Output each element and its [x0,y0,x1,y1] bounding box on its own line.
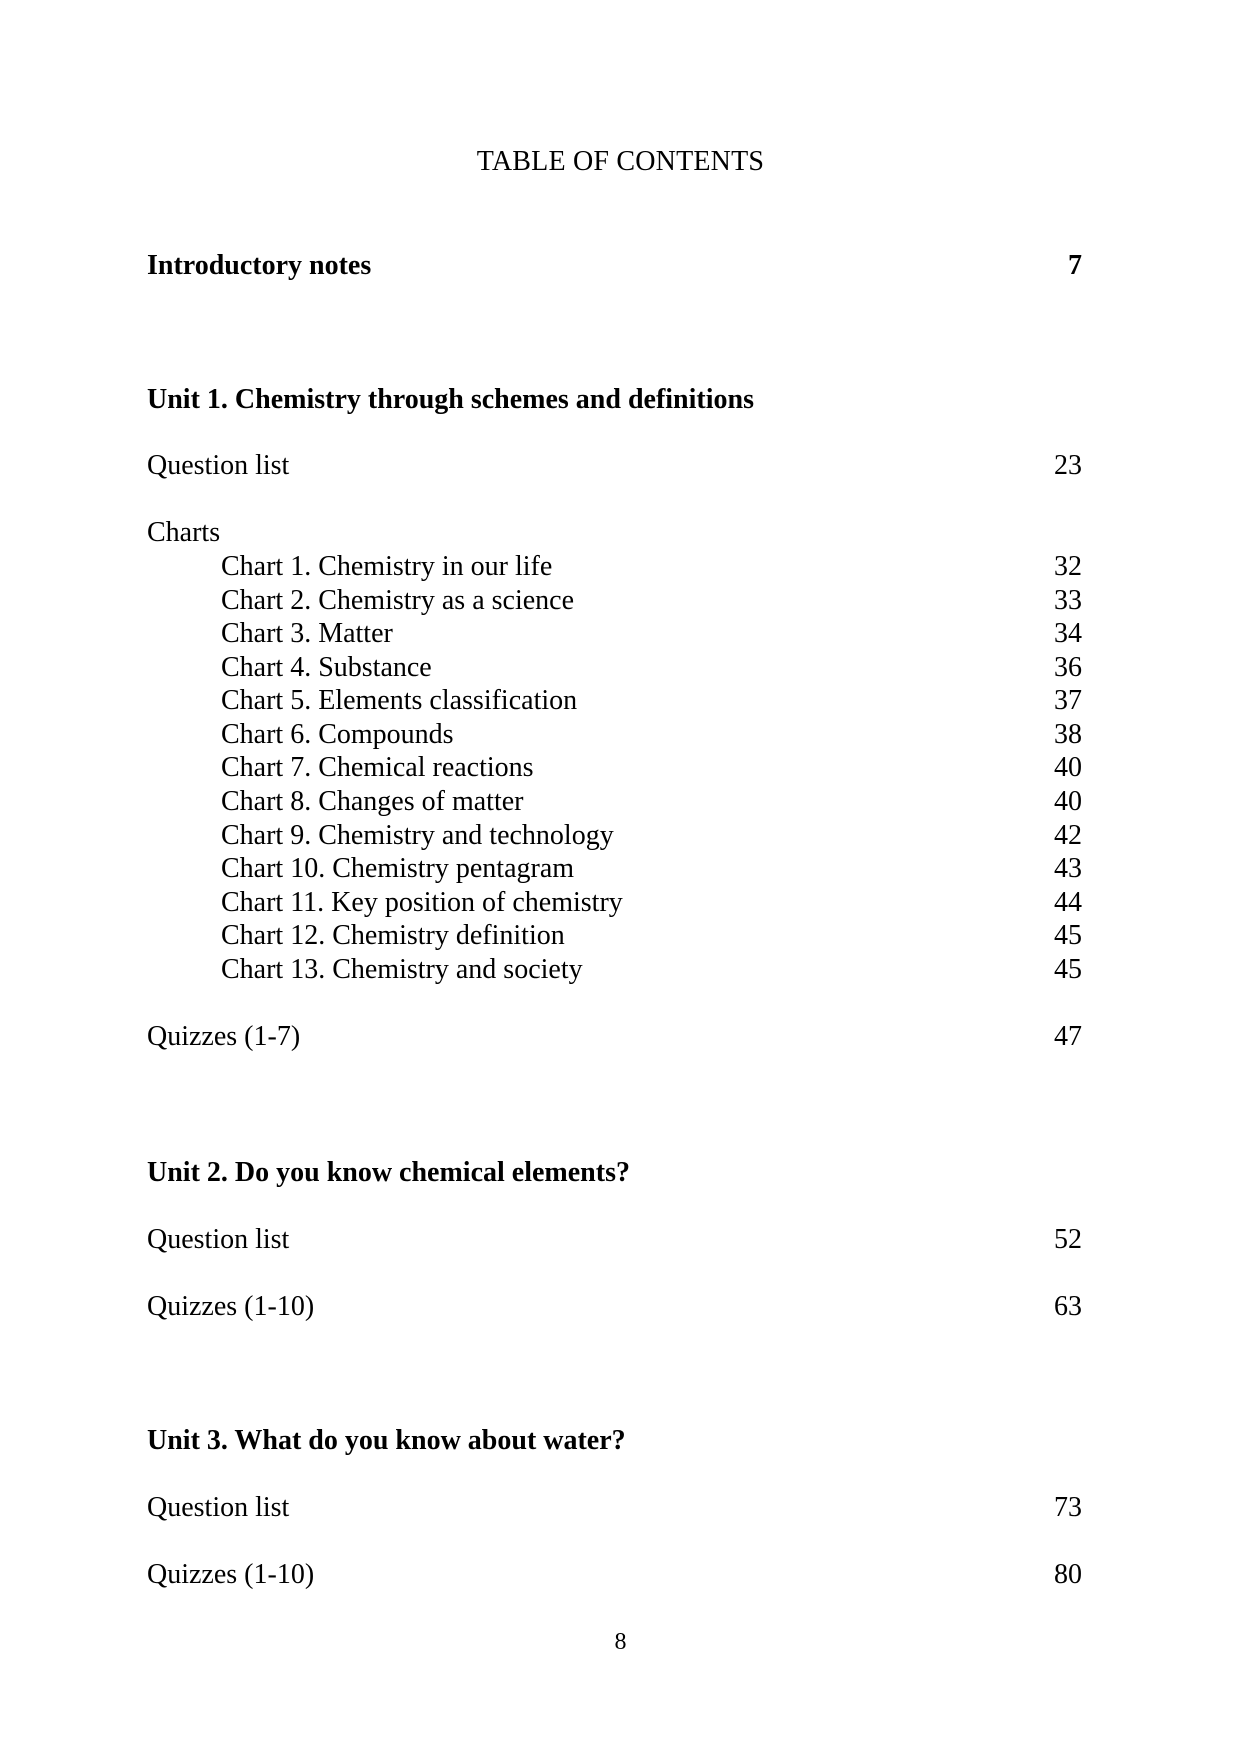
toc-entry-label: Charts [147,517,221,548]
toc-entry-label: Chart 11. Key position of chemistry [221,887,623,918]
toc-entry-page: 36 [1054,652,1082,683]
toc-entry-label: Quizzes (1-10) [147,1291,315,1322]
toc-entry-page: 40 [1054,786,1082,817]
toc-entry-label: Chart 10. Chemistry pentagram [221,853,575,884]
toc-entry-chart[interactable] [221,751,1082,785]
toc-entry-label: Chart 8. Changes of matter [221,786,524,817]
toc-entry-page: 45 [1054,954,1082,985]
unit-heading-label: Unit 1. Chemistry through schemes and definitions [147,384,754,415]
toc-entry-introductory-notes[interactable] [147,249,1082,283]
toc-entry-page: 73 [1054,1492,1082,1523]
toc-entry-unit2-question-list[interactable] [147,1223,1082,1257]
toc-entry-unit2-quizzes[interactable] [147,1290,1082,1324]
toc-entry-label: Chart 12. Chemistry definition [221,920,565,951]
toc-entry-page: 63 [1054,1291,1082,1322]
toc-entry-chart[interactable] [221,684,1082,718]
toc-entry-label: Chart 13. Chemistry and society [221,954,583,985]
toc-entry-page: 80 [1054,1559,1082,1590]
toc-entry-chart[interactable] [221,584,1082,618]
toc-entry-chart[interactable] [221,785,1082,819]
unit-1-heading[interactable] [147,383,1082,417]
toc-entry-unit1-quizzes[interactable] [147,1020,1082,1054]
toc-entry-unit3-question-list[interactable] [147,1491,1082,1525]
toc-entry-page: 40 [1054,752,1082,783]
toc-entry-label: Chart 5. Elements classification [221,685,578,716]
toc-entry-page: 37 [1054,685,1082,716]
toc-entry-chart[interactable] [221,919,1082,953]
toc-entry-chart[interactable] [221,886,1082,920]
toc-entry-label: Chart 4. Substance [221,652,432,683]
toc-entry-unit1-question-list[interactable] [147,449,1082,483]
toc-entry-page: 42 [1054,820,1082,851]
toc-entry-page: 38 [1054,719,1082,750]
unit-2-heading[interactable] [147,1156,1082,1190]
toc-entry-chart[interactable] [221,651,1082,685]
toc-entry-label: Chart 9. Chemistry and technology [221,820,614,851]
toc-entry-chart[interactable] [221,617,1082,651]
toc-entry-page: 45 [1054,920,1082,951]
unit-heading-label: Unit 2. Do you know chemical elements? [147,1157,630,1188]
toc-entry-page: 34 [1054,618,1082,649]
toc-entry-label: Chart 2. Chemistry as a science [221,585,575,616]
toc-entry-page: 7 [1068,250,1082,281]
toc-entry-page: 52 [1054,1224,1082,1255]
toc-entry-page: 47 [1054,1021,1082,1052]
toc-entry-label: Question list [147,1492,290,1523]
toc-entry-label: Question list [147,1224,290,1255]
toc-entry-page: 23 [1054,450,1082,481]
toc-entry-page: 33 [1054,585,1082,616]
page-title: TABLE OF CONTENTS [476,146,765,177]
toc-entry-label: Chart 3. Matter [221,618,393,649]
unit-heading-label: Unit 3. What do you know about water? [147,1425,626,1456]
unit-3-heading[interactable] [147,1424,1082,1458]
toc-entry-label: Question list [147,450,290,481]
toc-entry-label: Introductory notes [147,250,372,281]
toc-entry-unit1-charts [147,516,1082,550]
toc-entry-chart[interactable] [221,819,1082,853]
page-number: 8 [614,1629,627,1655]
toc-entry-label: Chart 6. Compounds [221,719,454,750]
toc-entry-page: 43 [1054,853,1082,884]
toc-entry-page: 44 [1054,887,1082,918]
toc-entry-chart[interactable] [221,852,1082,886]
toc-entry-chart[interactable] [221,718,1082,752]
toc-entry-unit3-quizzes[interactable] [147,1558,1082,1592]
toc-entry-page: 32 [1054,551,1082,582]
toc-entry-label: Quizzes (1-10) [147,1559,315,1590]
toc-entry-label: Chart 1. Chemistry in our life [221,551,553,582]
toc-entry-label: Quizzes (1-7) [147,1021,301,1052]
toc-entry-chart[interactable] [221,953,1082,987]
toc-entry-label: Chart 7. Chemical reactions [221,752,534,783]
toc-entry-chart[interactable] [221,550,1082,584]
